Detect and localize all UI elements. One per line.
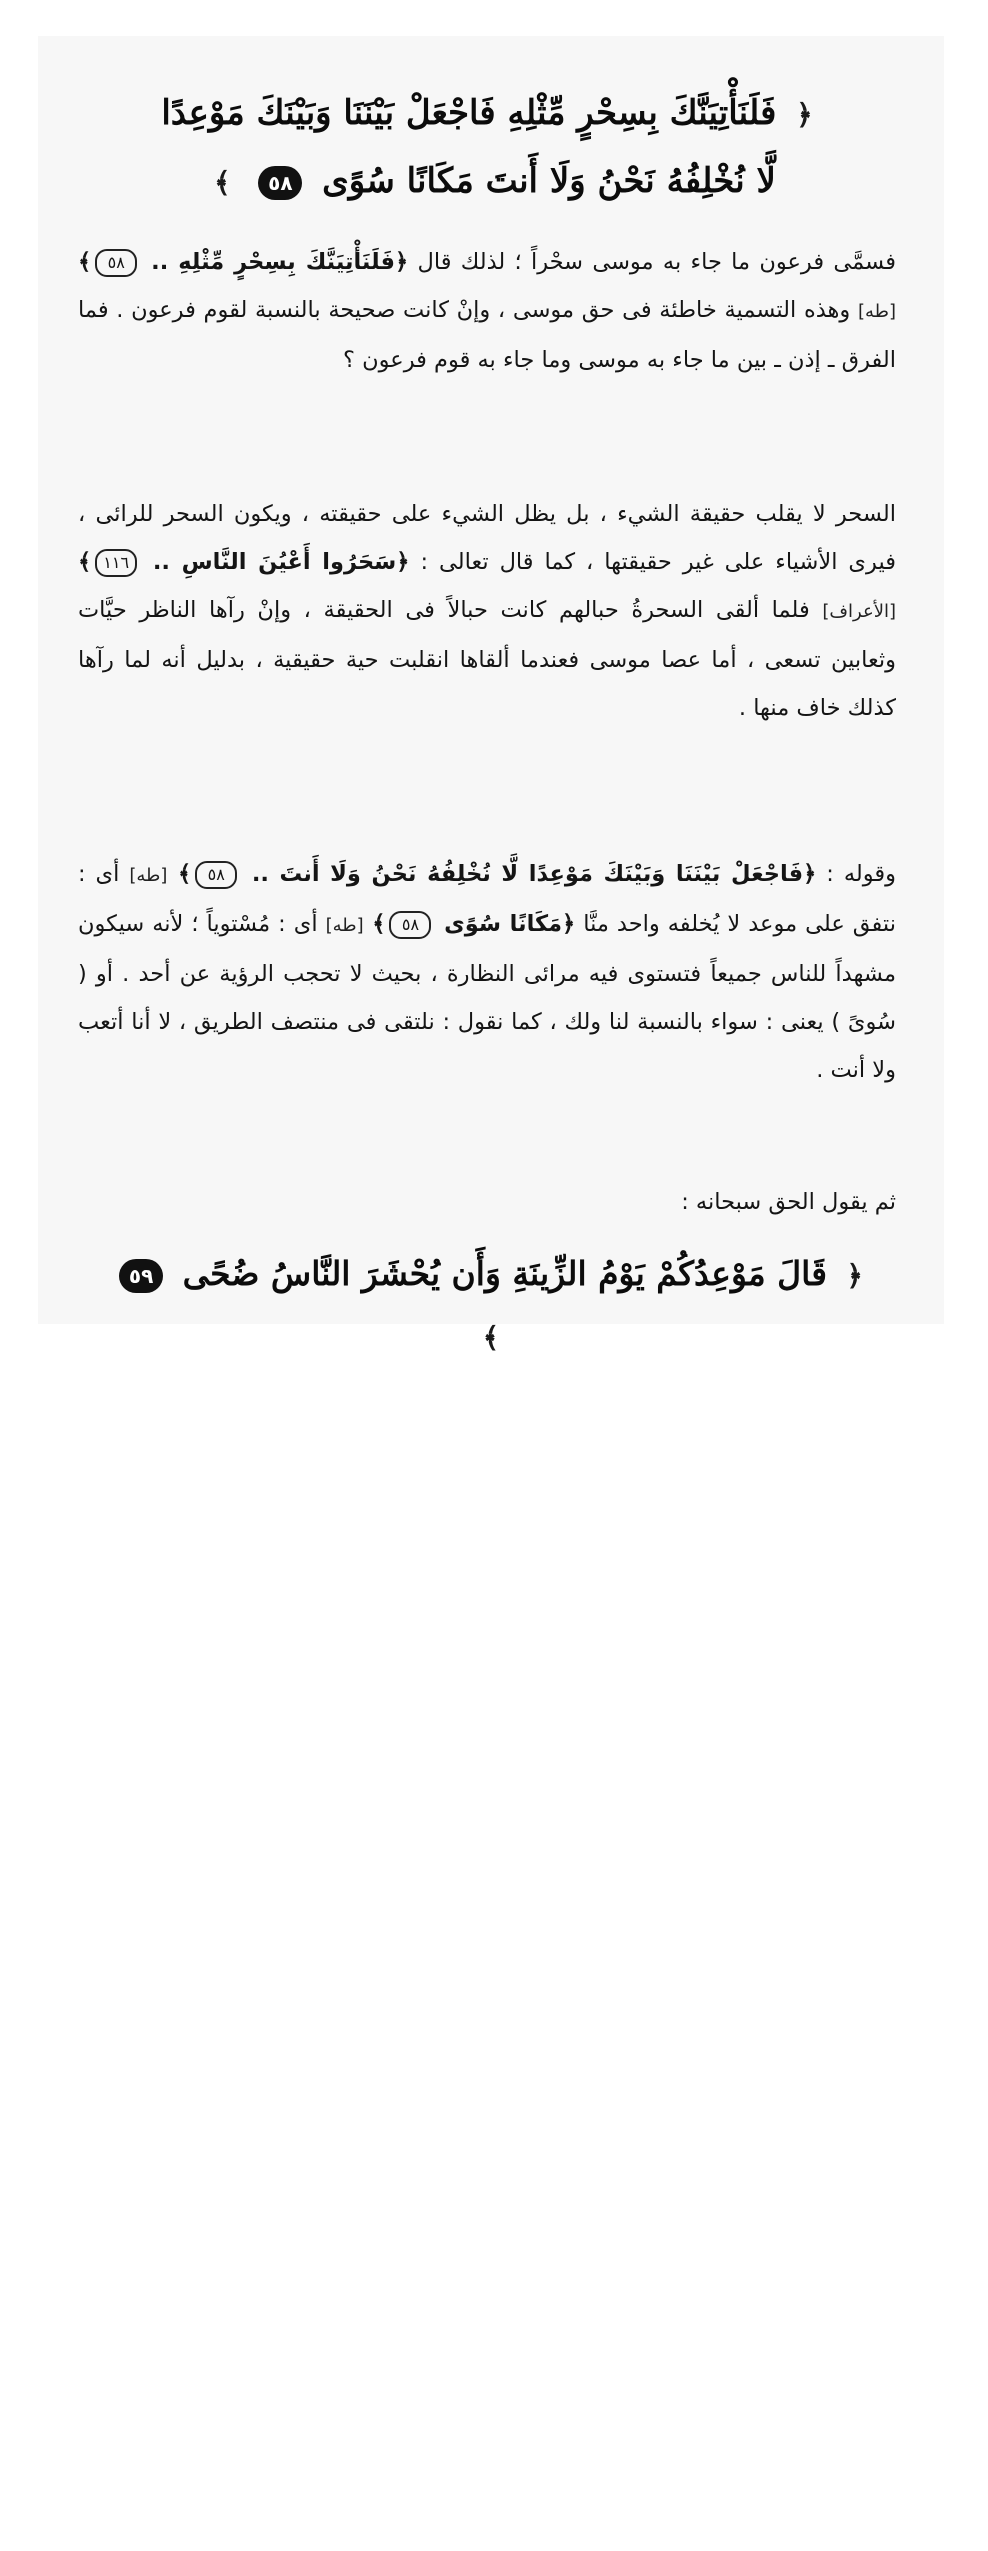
- paragraph-text: ثم يقول الحق سبحانه :: [681, 1189, 896, 1215]
- paragraph-text: فسمَّى فرعون ما جاء به موسى سحْراً ؛ لذلك قال: [408, 249, 896, 275]
- commentary-paragraph-2: [78, 490, 896, 732]
- verse-line-1: [98, 1244, 884, 1368]
- quote-close: ﴾: [78, 549, 92, 575]
- ornament-close-icon: ﴾: [214, 166, 231, 199]
- quoted-verse: ﴿فَاجْعَلْ بَيْنَنَا وَبَيْنَكَ مَوْعِدًا لَّا نُخْلِفُهُ نَحْنُ وَلَا أَنتَ ..: [241, 861, 817, 887]
- verse-text: فَلَنَأْتِيَنَّكَ بِسِحْرٍ مِّثْلِهِ فَاجْعَلْ بَيْنَنَا وَبَيْنَكَ مَوْعِدًا: [161, 93, 777, 133]
- quote-close: ﴾: [167, 861, 192, 887]
- paragraph-text: أى : نتفق على موعد لا يُخلفه واحد منَّا: [78, 861, 896, 937]
- surah-reference: [طه]: [129, 865, 168, 886]
- paragraph-text: السحر لا يقلب حقيقة الشيء ، بل يظل الشيء على حقيقته ، ويكون السحر للرائى ، فيرى الأشياء على غير حقيقتها ، كما قال تعالى :: [78, 501, 896, 575]
- paragraph-text: وهذه التسمية خاطئة فى حق موسى ، وإنْ كانت صحيحة بالنسبة لقوم فرعون . فما الفرق ـ إذن ـ بين ما جاء به موسى وما جاء به قوم فرعون ؟: [78, 297, 896, 373]
- ayah-number-inline: ٥٨: [389, 911, 431, 939]
- ayah-number-badge: ٥٨: [258, 166, 302, 200]
- quoted-verse: ﴿مَكَانًا سُوًى: [435, 911, 576, 937]
- ayah-number-inline: ١١٦: [95, 549, 137, 577]
- paragraph-text: أى : مُسْتوياً ؛ لأنه سيكون مشهداً للناس جميعاً فتستوى فيه مرائى النظارة ، بحيث لا تحجب الرؤية عن أحد . أو ( سُوىً ) يعنى : سواء بالنسبة لنا ولك ، كما نقول : نلتقى فى منتصف الطريق ، لا أنا أتعب ولا أنت .: [78, 911, 896, 1083]
- scanned-page: [38, 36, 944, 1354]
- ayah-number-inline: ٥٨: [195, 861, 237, 889]
- surah-reference: [طه]: [857, 301, 896, 322]
- quoted-verse: ﴿فَلَنَأْتِيَنَّكَ بِسِحْرٍ مِّثْلِهِ ..: [141, 249, 409, 275]
- verse-text: قَالَ مَوْعِدُكُمْ يَوْمُ الزِّينَةِ وَأَن يُحْشَرَ النَّاسُ ضُحًى: [182, 1254, 827, 1293]
- surah-reference: [طه]: [325, 915, 364, 936]
- ornament-open-icon: ﴿: [796, 98, 813, 131]
- ornament-close-icon: ﴾: [482, 1321, 500, 1354]
- verse-line-1: [98, 80, 884, 148]
- commentary-paragraph-3: [78, 850, 896, 1094]
- commentary-paragraph-4: [78, 1178, 896, 1226]
- quoted-verse: ﴿سَحَرُوا أَعْيُنَ النَّاسِ ..: [141, 549, 410, 575]
- paragraph-text: وقوله :: [816, 861, 896, 887]
- commentary-paragraph-1: [78, 238, 896, 384]
- verse-text: لَّا نُخْلِفُهُ نَحْنُ وَلَا أَنتَ مَكَانًا سُوًى: [322, 161, 776, 201]
- paragraph-text: فلما ألقى السحرةُ حبالهم كانت حبالاً فى الحقيقة ، وإنْ رآها الناظر حيَّات وثعابين تسعى ، أما عصا موسى فعندما ألقاها انقلبت حية حقيقية ، بدليل أنه لما رآها كذلك خاف منها .: [78, 597, 896, 721]
- ornament-open-icon: ﴿: [846, 1259, 863, 1292]
- verse-line-2: [98, 148, 884, 216]
- quran-verse-header: [98, 80, 884, 216]
- quote-close: ﴾: [78, 249, 92, 275]
- ayah-number-inline: ٥٨: [95, 249, 137, 277]
- ayah-number-badge: ٥٩: [119, 1259, 163, 1293]
- surah-reference: [الأعراف]: [822, 601, 896, 622]
- quran-verse-footer: [98, 1244, 884, 1368]
- quote-close: ﴾: [363, 911, 386, 937]
